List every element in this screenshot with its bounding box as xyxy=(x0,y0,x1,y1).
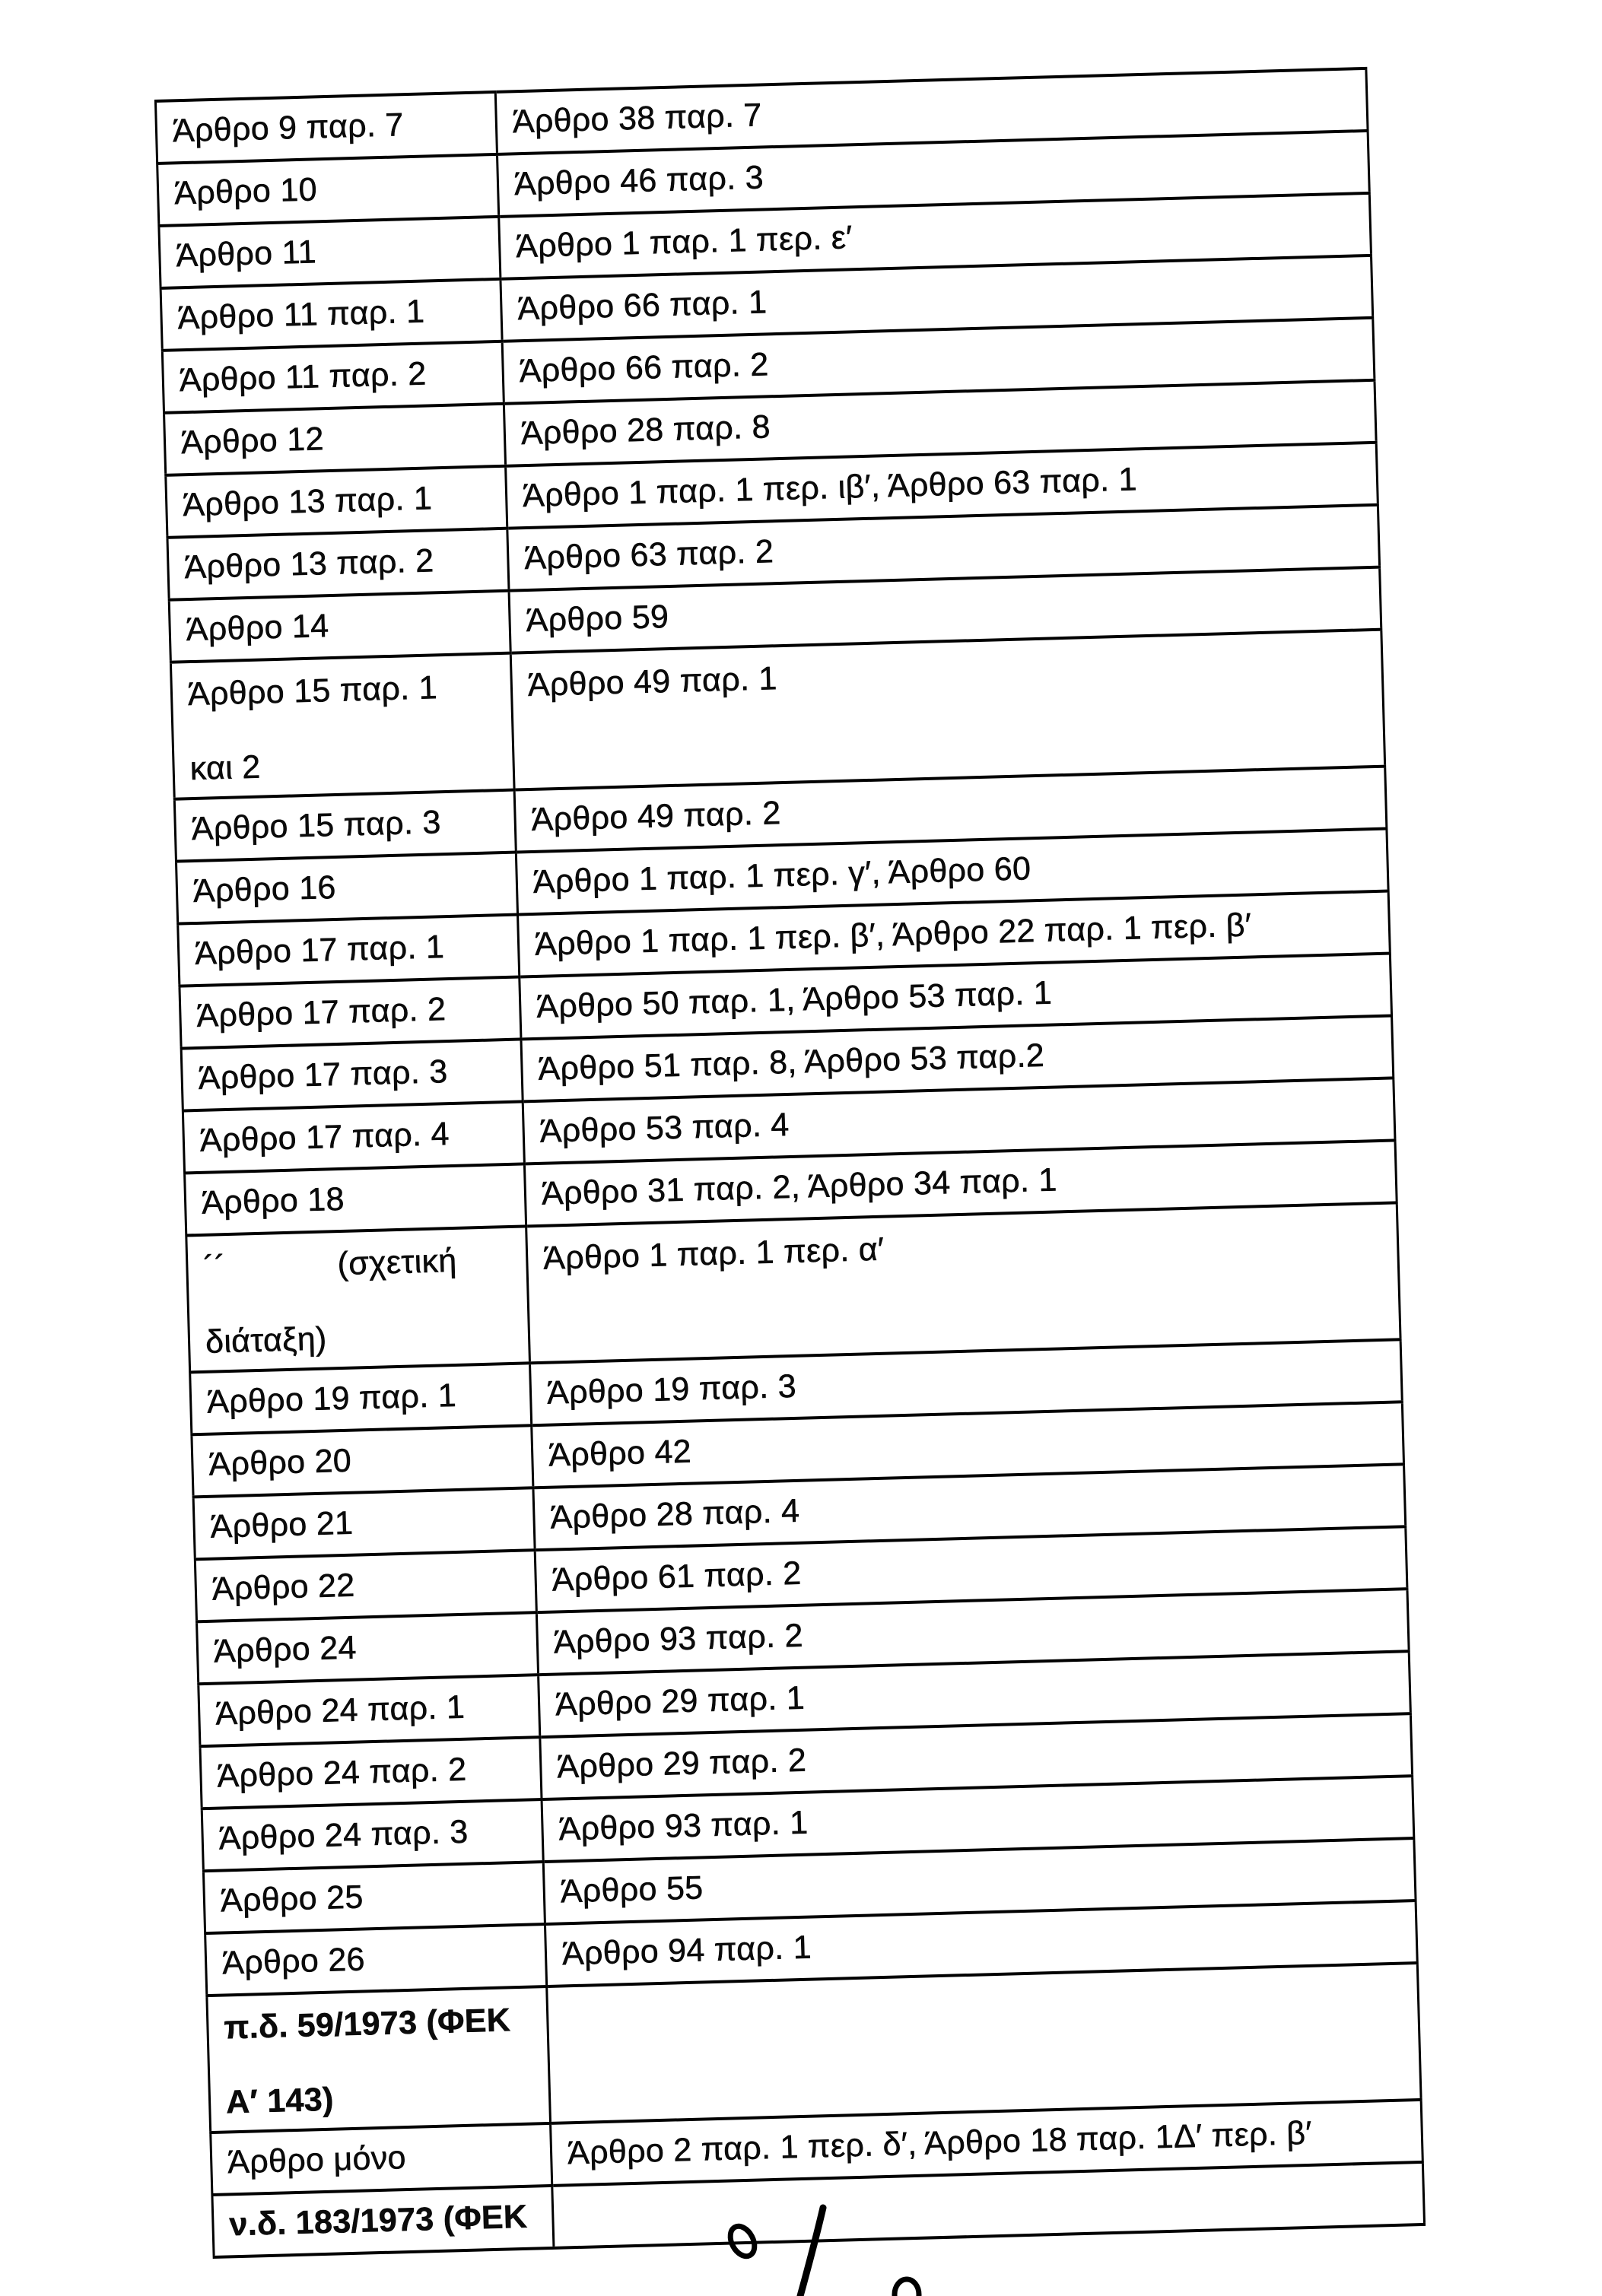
cell-line: Άρθρο 66 παρ. 1 xyxy=(517,284,768,328)
correspondence-table xyxy=(154,67,1426,2259)
old-article-cell xyxy=(170,653,514,799)
old-article-cell xyxy=(183,1101,524,1173)
old-article-cell xyxy=(195,1550,536,1621)
old-article-cell xyxy=(199,1675,540,1746)
old-article-cell xyxy=(161,279,502,351)
cell-line: Άρθρο 46 παρ. 3 xyxy=(513,159,764,203)
cell-line: ´´ (σχετική xyxy=(202,1242,458,1286)
cell-line: Άρθρο 59 xyxy=(525,599,669,640)
new-article-cell xyxy=(510,630,1384,790)
cell-line: Άρθρο 49 παρ. 1 xyxy=(527,660,778,704)
cell-line: Άρθρο 21 xyxy=(210,1504,354,1545)
cell-line: Άρθρο 24 παρ. 3 xyxy=(218,1813,469,1857)
old-article-cell xyxy=(212,2186,554,2257)
handwritten-slash xyxy=(800,2208,823,2296)
cell-line: Άρθρο 17 παρ. 3 xyxy=(198,1053,449,1097)
cell-line: Άρθρο 50 παρ. 1, Άρθρο 53 παρ. 1 xyxy=(536,974,1053,1025)
old-article-cell xyxy=(193,1488,535,1559)
cell-line: Άρθρο 18 xyxy=(201,1180,345,1221)
cell-line: Άρθρο 28 παρ. 8 xyxy=(520,408,771,453)
old-article-cell xyxy=(164,404,506,475)
cell-line: Άρθρο 2 παρ. 1 περ. δ′, Άρθρο 18 παρ. 1Δ′ περ. β′ xyxy=(567,2114,1313,2172)
old-article-cell xyxy=(181,1039,523,1110)
old-article-cell xyxy=(207,1986,551,2132)
cell-line: Άρθρο 93 παρ. 1 xyxy=(558,1804,809,1848)
cell-line: Άρθρο 12 xyxy=(180,421,325,462)
cell-line: π.δ. 59/1973 (ΦΕΚ xyxy=(223,2002,511,2047)
old-article-cell xyxy=(190,1363,532,1434)
old-article-cell xyxy=(203,1862,545,1933)
old-article-cell xyxy=(185,1164,526,1235)
cell-line: Άρθρο 42 xyxy=(548,1433,692,1474)
handwritten-mark xyxy=(707,2194,936,2296)
cell-line: Άρθρο 28 παρ. 4 xyxy=(549,1492,800,1536)
cell-line: Άρθρο 22 xyxy=(211,1567,356,1608)
old-article-cell xyxy=(186,1226,530,1372)
cell-line: Άρθρο 11 xyxy=(175,233,317,275)
old-article-cell xyxy=(211,2123,552,2195)
cell-line: Άρθρο 1 παρ. 1 περ. β′, Άρθρο 22 παρ. 1 περ. β′ xyxy=(534,907,1252,963)
cell-line: Άρθρο 16 xyxy=(192,869,337,910)
cell-line: Άρθρο 24 xyxy=(213,1629,358,1670)
cell-line: Άρθρο 29 παρ. 1 xyxy=(555,1679,806,1723)
cell-line: Άρθρο μόνο xyxy=(227,2139,407,2181)
cell-line: Άρθρο 15 παρ. 1 xyxy=(187,669,438,713)
cell-line: Άρθρο 13 παρ. 2 xyxy=(183,542,434,586)
cell-line: Άρθρο 66 παρ. 2 xyxy=(519,346,770,390)
cell-line: Άρθρο 93 παρ. 2 xyxy=(553,1617,804,1661)
new-article-cell xyxy=(547,1963,1421,2123)
old-article-cell xyxy=(157,154,499,226)
cell-line: Άρθρο 1 παρ. 1 περ. ε′ xyxy=(515,219,853,265)
cell-line: Άρθρο 17 παρ. 1 xyxy=(194,929,445,973)
cell-line: διάταξη) xyxy=(205,1320,328,1361)
old-article-cell xyxy=(174,790,516,862)
handwritten-oval-1 xyxy=(726,2222,759,2260)
old-article-cell xyxy=(159,217,501,288)
old-article-cell xyxy=(162,341,504,413)
old-article-cell xyxy=(205,1924,547,1996)
old-article-cell xyxy=(192,1425,533,1497)
old-article-cell xyxy=(180,977,521,1048)
cell-line: Άρθρο 17 παρ. 2 xyxy=(195,991,447,1034)
cell-line: Άρθρο 24 παρ. 2 xyxy=(216,1751,467,1795)
cell-line: Άρθρο 1 παρ. 1 περ. γ′, Άρθρο 60 xyxy=(532,850,1031,900)
cell-line: και 2 xyxy=(189,748,262,788)
old-article-cell xyxy=(155,92,497,164)
cell-line: Άρθρο 61 παρ. 2 xyxy=(551,1554,803,1599)
cell-line: Άρθρο 49 παρ. 2 xyxy=(531,795,782,838)
old-article-cell xyxy=(197,1612,539,1684)
cell-line: Άρθρο 11 παρ. 2 xyxy=(179,355,428,399)
cell-line: Άρθρο 29 παρ. 2 xyxy=(556,1742,807,1786)
new-article-cell xyxy=(526,1202,1400,1363)
cell-line: Άρθρο 24 παρ. 1 xyxy=(215,1688,466,1732)
old-article-cell xyxy=(178,915,520,986)
cell-line: Άρθρο 53 παρ. 4 xyxy=(539,1106,790,1150)
cell-line: Άρθρο 38 παρ. 7 xyxy=(512,97,763,141)
old-article-cell xyxy=(176,853,517,924)
cell-line: Άρθρο 63 παρ. 2 xyxy=(523,533,774,577)
cell-line: Άρθρο 11 παρ. 1 xyxy=(177,293,425,337)
cell-line: Άρθρο 94 παρ. 1 xyxy=(561,1929,812,1973)
cell-line: Άρθρο 17 παρ. 4 xyxy=(199,1116,450,1159)
cell-line: Άρθρο 1 παρ. 1 περ. ιβ′, Άρθρο 63 παρ. 1 xyxy=(522,461,1138,515)
cell-line: Α′ 143) xyxy=(225,2081,335,2121)
cell-line: ν.δ. 183/1973 (ΦΕΚ xyxy=(228,2198,528,2244)
cell-line: Άρθρο 9 παρ. 7 xyxy=(172,106,405,150)
correspondence-table-wrap xyxy=(154,67,1423,2259)
cell-line: Άρθρο 1 παρ. 1 περ. α′ xyxy=(542,1231,885,1277)
old-article-cell xyxy=(202,1799,543,1871)
cell-line: Άρθρο 31 παρ. 2, Άρθρο 34 παρ. 1 xyxy=(541,1161,1058,1212)
cell-line: Άρθρο 15 παρ. 3 xyxy=(191,804,442,848)
cell-line: Άρθρο 19 παρ. 1 xyxy=(206,1377,457,1421)
cell-line: Άρθρο 10 xyxy=(173,171,318,212)
handwritten-oval-2 xyxy=(895,2279,919,2296)
cell-line: Άρθρο 14 xyxy=(186,608,329,649)
cell-line: Άρθρο 25 xyxy=(220,1878,364,1920)
table-body xyxy=(155,68,1424,2257)
cell-line: Άρθρο 51 παρ. 8, Άρθρο 53 παρ.2 xyxy=(537,1037,1045,1088)
old-article-cell xyxy=(166,466,507,538)
cell-line: Άρθρο 13 παρ. 1 xyxy=(182,480,433,524)
cell-line: Άρθρο 19 παρ. 3 xyxy=(546,1367,797,1412)
old-article-cell xyxy=(167,529,509,600)
cell-line: Άρθρο 26 xyxy=(221,1941,366,1982)
old-article-cell xyxy=(169,591,510,662)
cell-line: Άρθρο 20 xyxy=(208,1442,352,1483)
old-article-cell xyxy=(200,1737,542,1809)
cell-line: Άρθρο 55 xyxy=(560,1869,704,1910)
